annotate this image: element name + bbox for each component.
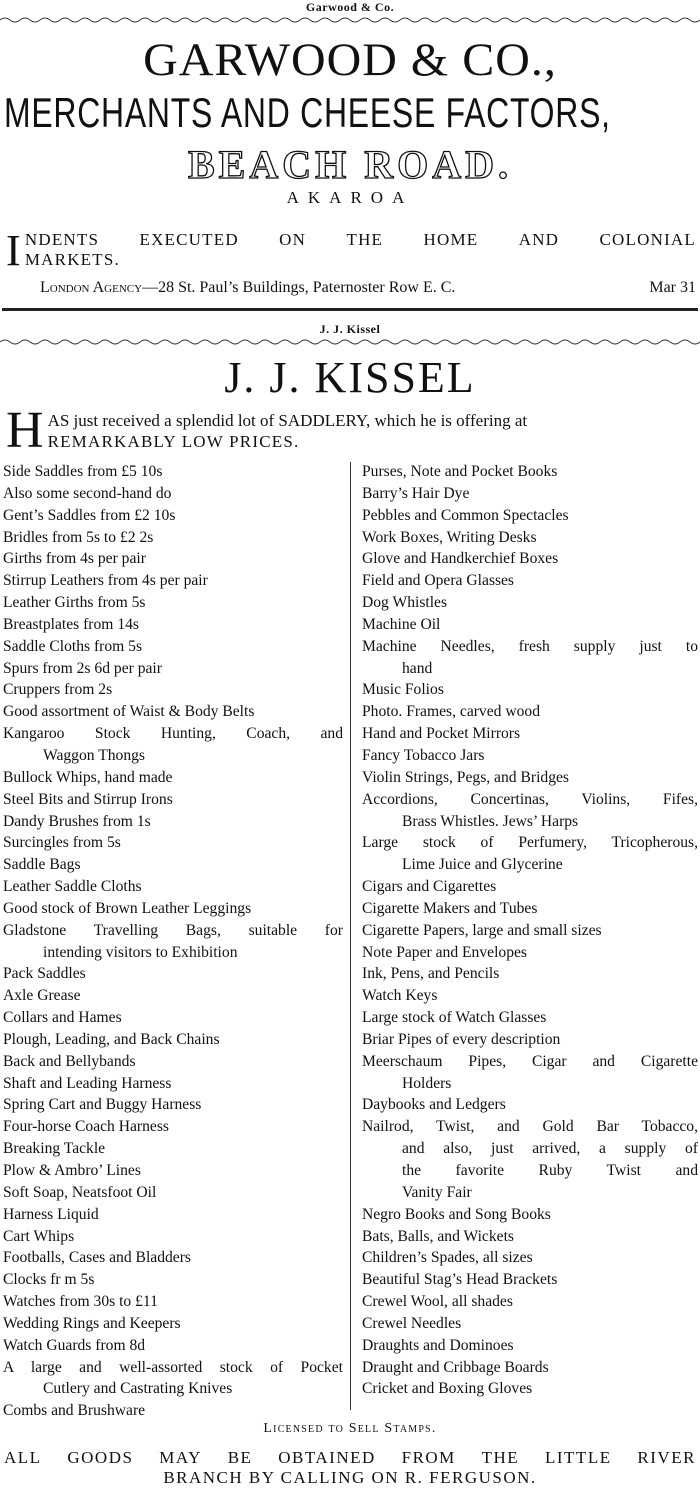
list-item bbox=[3, 1247, 343, 1269]
list-item-text: Axle Grease bbox=[3, 987, 81, 1005]
list-item bbox=[3, 1051, 343, 1073]
list-item bbox=[3, 679, 343, 701]
list-item-text: Music Folios bbox=[362, 681, 444, 699]
list-item-continuation: Lime Juice and Glycerine bbox=[402, 856, 563, 874]
list-item-text: Photo. Frames, carved wood bbox=[362, 703, 540, 721]
list-item bbox=[3, 832, 343, 854]
list-item-text: Note Paper and Envelopes bbox=[362, 943, 527, 961]
list-item-text: A large and well-assorted stock of Pocket bbox=[3, 1358, 343, 1376]
list-item-text: Work Boxes, Writing Desks bbox=[362, 528, 537, 546]
list-item bbox=[3, 548, 343, 570]
list-item bbox=[3, 1029, 343, 1051]
list-item bbox=[362, 920, 698, 942]
list-item bbox=[362, 548, 698, 570]
list-item bbox=[362, 1007, 698, 1029]
list-item bbox=[3, 1116, 343, 1138]
list-item-text: Leather Saddle Cloths bbox=[3, 878, 142, 896]
list-item bbox=[3, 1335, 343, 1357]
list-item-continuation: Vanity Fair bbox=[402, 1183, 472, 1201]
list-item-continuation: Waggon Thongs bbox=[43, 746, 145, 764]
list-item-text: Cigars and Cigarettes bbox=[362, 878, 497, 896]
list-item bbox=[362, 1247, 698, 1269]
list-item bbox=[3, 1400, 343, 1422]
list-item bbox=[3, 898, 343, 920]
list-item bbox=[362, 767, 698, 789]
list-item-text: Field and Opera Glasses bbox=[362, 572, 515, 590]
london-agency-line bbox=[40, 279, 696, 297]
list-item bbox=[3, 527, 343, 549]
kissel-title: J. J. KISSEL bbox=[224, 353, 476, 402]
indents-word: THE bbox=[346, 230, 384, 249]
list-item bbox=[362, 942, 698, 964]
list-item-text: Gent’s Saddles from £2 10s bbox=[3, 506, 176, 524]
intro-line-1: AS just received a splendid lot of SADDLERY, which he is offering at bbox=[47, 411, 528, 430]
list-item-text: Gladstone Travelling Bags, suitable for bbox=[3, 921, 343, 939]
list-item bbox=[3, 461, 343, 483]
list-item-text: Large stock of Perfumery, Tricopherous, bbox=[362, 834, 698, 852]
list-item bbox=[362, 1051, 698, 1095]
list-item bbox=[362, 1378, 698, 1400]
list-item bbox=[362, 789, 698, 833]
list-item-text: Bats, Balls, and Wickets bbox=[362, 1227, 514, 1245]
indents-line-1 bbox=[25, 230, 696, 250]
list-item-text: Glove and Handkerchief Boxes bbox=[362, 550, 559, 568]
wavy-rule bbox=[0, 16, 700, 24]
list-item bbox=[3, 1204, 343, 1226]
list-item-text: Accordions, Concertinas, Violins, Fifes, bbox=[362, 790, 698, 808]
list-item bbox=[3, 1291, 343, 1313]
list-item-continuation: Brass Whistles. Jews’ Harps bbox=[402, 812, 579, 830]
kissel-intro bbox=[6, 402, 696, 459]
list-item-text: Crewel Needles bbox=[362, 1314, 462, 1332]
list-item-text: Side Saddles from £5 10s bbox=[3, 463, 163, 480]
list-item-text: Stirrup Leathers from 4s per pair bbox=[3, 572, 208, 590]
list-item bbox=[3, 701, 343, 723]
garwood-subtitle: MERCHANTS AND CHEESE FACTORS, bbox=[4, 89, 611, 136]
licensed-notice: Licensed to Sell Stamps. bbox=[263, 1421, 437, 1436]
list-item-text: Bridles from 5s to £2 2s bbox=[3, 528, 154, 546]
list-item-text: Fancy Tobacco Jars bbox=[362, 746, 485, 764]
list-item-text: Watch Keys bbox=[362, 987, 438, 1005]
indents-word: ON bbox=[279, 230, 307, 249]
list-item bbox=[362, 723, 698, 745]
section-tag-kissel: J. J. Kissel bbox=[319, 322, 381, 336]
indents-word: HOME bbox=[423, 230, 479, 249]
list-item-text: Saddle Bags bbox=[3, 856, 81, 874]
list-item bbox=[3, 505, 343, 527]
footer-word: RIVER bbox=[637, 1448, 696, 1467]
list-item-text: Pack Saddles bbox=[3, 965, 86, 983]
list-item bbox=[3, 1160, 343, 1182]
drop-cap: H bbox=[6, 402, 44, 459]
list-item-text: Dog Whistles bbox=[362, 594, 448, 612]
list-item-text: Surcingles from 5s bbox=[3, 834, 121, 852]
list-item bbox=[362, 592, 698, 614]
list-item-text: Soft Soap, Neatsfoot Oil bbox=[3, 1183, 157, 1201]
list-item bbox=[362, 505, 698, 527]
indents-word: AND bbox=[518, 230, 560, 249]
list-item-text: Collars and Hames bbox=[3, 1009, 122, 1027]
footer-word: LITTLE bbox=[545, 1448, 612, 1467]
list-item-text: Plow & Ambro’ Lines bbox=[3, 1162, 141, 1179]
list-item bbox=[3, 1269, 343, 1291]
list-item bbox=[3, 854, 343, 876]
footer-word: THE bbox=[481, 1448, 520, 1467]
list-item-text: Barry’s Hair Dye bbox=[362, 484, 470, 502]
list-item bbox=[362, 1029, 698, 1051]
list-item bbox=[362, 985, 698, 1007]
list-item-text: Cart Whips bbox=[3, 1227, 75, 1245]
list-item-text: Wedding Rings and Keepers bbox=[3, 1314, 181, 1332]
list-item bbox=[3, 614, 343, 636]
list-item-text: Dandy Brushes from 1s bbox=[3, 812, 151, 830]
list-item-text: Bullock Whips, hand made bbox=[3, 768, 173, 786]
list-item bbox=[3, 1226, 343, 1248]
list-item bbox=[3, 723, 343, 767]
list-item-text: Crewel Wool, all shades bbox=[362, 1293, 513, 1311]
branch-notice bbox=[4, 1448, 696, 1488]
list-item-text: Briar Pipes of every description bbox=[362, 1030, 561, 1048]
list-item bbox=[362, 1357, 698, 1379]
list-item bbox=[3, 658, 343, 680]
list-item-text: Machine Needles, fresh supply just to bbox=[362, 637, 698, 655]
list-item bbox=[362, 876, 698, 898]
list-item bbox=[362, 1204, 698, 1226]
list-item bbox=[362, 679, 698, 701]
footer-word: OBTAINED bbox=[278, 1448, 376, 1467]
list-item-text: Steel Bits and Stirrup Irons bbox=[3, 790, 173, 808]
list-item-text: Cricket and Boxing Gloves bbox=[362, 1380, 533, 1398]
list-item bbox=[362, 483, 698, 505]
list-item bbox=[3, 1094, 343, 1116]
list-item-text: Beautiful Stag’s Head Brackets bbox=[362, 1271, 558, 1289]
indents-word: COLONIAL bbox=[599, 230, 696, 249]
list-item bbox=[362, 1269, 698, 1291]
list-item bbox=[362, 461, 698, 483]
list-item-continuation: and also, just arrived, a supply of bbox=[402, 1140, 698, 1158]
list-item-continuation: the favorite Ruby Twist and bbox=[402, 1162, 698, 1179]
list-item bbox=[3, 1313, 343, 1335]
list-item-text: Negro Books and Song Books bbox=[362, 1205, 551, 1223]
list-item-text: Nailrod, Twist, and Gold Bar Tobacco, bbox=[362, 1118, 698, 1136]
list-item bbox=[362, 963, 698, 985]
list-item bbox=[3, 592, 343, 614]
list-item-text: Cigarette Makers and Tubes bbox=[362, 899, 538, 917]
list-item-text: Clocks fr m 5s bbox=[3, 1271, 95, 1289]
agency-date: Mar 31 bbox=[649, 279, 696, 296]
list-item-text: Saddle Cloths from 5s bbox=[3, 637, 143, 655]
list-item bbox=[3, 570, 343, 592]
list-item-text: Machine Oil bbox=[362, 615, 441, 633]
list-item-continuation: intending visitors to Exhibition bbox=[43, 943, 238, 961]
list-item bbox=[362, 1116, 698, 1203]
list-item-text: Breastplates from 14s bbox=[3, 615, 139, 633]
list-item bbox=[362, 1226, 698, 1248]
list-item bbox=[362, 614, 698, 636]
list-item-text: Children’s Spades, all sizes bbox=[362, 1249, 533, 1267]
list-item bbox=[362, 701, 698, 723]
agency-address: —28 St. Paul’s Buildings, Paternoster Row E. C. bbox=[142, 279, 456, 296]
list-item-text: Meerschaum Pipes, Cigar and Cigarette bbox=[362, 1052, 698, 1070]
list-item bbox=[362, 570, 698, 592]
section-tag-garwood: Garwood & Co. bbox=[305, 0, 395, 14]
drop-cap: I bbox=[6, 226, 22, 275]
list-item-text: Good stock of Brown Leather Leggings bbox=[3, 899, 252, 917]
list-item bbox=[3, 876, 343, 898]
garwood-title: GARWOOD & CO., bbox=[143, 34, 557, 86]
list-item bbox=[362, 1313, 698, 1335]
list-item-text: Draught and Cribbage Boards bbox=[362, 1358, 549, 1376]
list-item bbox=[3, 1182, 343, 1204]
list-item-text: Large stock of Watch Glasses bbox=[362, 1009, 547, 1027]
list-item bbox=[362, 1335, 698, 1357]
agency-label: London Agency bbox=[40, 279, 143, 296]
list-item bbox=[362, 636, 698, 680]
indents-line-2: MARKETS. bbox=[24, 250, 120, 269]
list-item bbox=[3, 483, 343, 505]
list-item-text: Cigarette Papers, large and small sizes bbox=[362, 921, 602, 939]
list-item bbox=[362, 832, 698, 876]
list-item bbox=[3, 767, 343, 789]
list-item bbox=[3, 1007, 343, 1029]
list-item bbox=[3, 1357, 343, 1401]
indents-word: EXECUTED bbox=[139, 230, 239, 249]
footer-word: FROM bbox=[401, 1448, 456, 1467]
list-item-text: Good assortment of Waist & Body Belts bbox=[3, 703, 255, 721]
list-item-text: Spring Cart and Buggy Harness bbox=[3, 1096, 202, 1114]
list-item bbox=[3, 789, 343, 811]
wavy-rule bbox=[0, 338, 700, 346]
list-item bbox=[3, 920, 343, 964]
garwood-town: AKAROA bbox=[286, 188, 414, 207]
list-item-text: Kangaroo Stock Hunting, Coach, and bbox=[3, 725, 343, 743]
section-divider bbox=[2, 308, 698, 311]
list-item-text: Also some second-hand do bbox=[3, 484, 172, 502]
list-item-text: Hand and Pocket Mirrors bbox=[362, 725, 521, 743]
list-item bbox=[3, 985, 343, 1007]
list-item-text: Violin Strings, Pegs, and Bridges bbox=[362, 768, 569, 786]
list-item bbox=[362, 527, 698, 549]
list-item-continuation: hand bbox=[402, 659, 433, 677]
intro-line-2: REMARKABLY LOW PRICES. bbox=[47, 432, 300, 451]
list-item-text: Cruppers from 2s bbox=[3, 681, 113, 699]
list-item bbox=[3, 811, 343, 833]
list-item bbox=[3, 1073, 343, 1095]
indents-word: NDENTS bbox=[24, 230, 100, 249]
list-item-text: Ink, Pens, and Pencils bbox=[362, 965, 500, 983]
list-item bbox=[362, 1291, 698, 1313]
list-item-text: Four-horse Coach Harness bbox=[3, 1118, 169, 1136]
list-item-text: Daybooks and Ledgers bbox=[362, 1096, 506, 1114]
list-item-continuation: Cutlery and Castrating Knives bbox=[43, 1380, 233, 1398]
list-item-text: Girths from 4s per pair bbox=[3, 550, 146, 568]
right-goods-list bbox=[362, 461, 698, 1400]
list-item-continuation: Holders bbox=[402, 1074, 452, 1092]
list-item-text: Plough, Leading, and Back Chains bbox=[3, 1030, 220, 1048]
footer-word: BE bbox=[227, 1448, 253, 1467]
list-item bbox=[362, 898, 698, 920]
list-item-text: Watches from 30s to £11 bbox=[3, 1293, 158, 1311]
list-item-text: Purses, Note and Pocket Books bbox=[362, 463, 558, 480]
list-item bbox=[3, 636, 343, 658]
branch-notice-line-2: BRANCH BY CALLING ON R. FERGUSON. bbox=[163, 1468, 537, 1487]
footer-word: MAY bbox=[159, 1448, 202, 1467]
list-item-text: Spurs from 2s 6d per pair bbox=[3, 659, 162, 677]
footer-word: GOODS bbox=[67, 1448, 134, 1467]
list-item bbox=[3, 963, 343, 985]
list-item-text: Harness Liquid bbox=[3, 1205, 99, 1223]
left-goods-list bbox=[3, 461, 343, 1422]
garwood-address: BEACH ROAD. bbox=[187, 142, 513, 187]
list-item-text: Watch Guards from 8d bbox=[3, 1336, 146, 1354]
indents-notice bbox=[6, 226, 696, 275]
list-item-text: Back and Bellybands bbox=[3, 1052, 136, 1070]
list-item bbox=[362, 745, 698, 767]
list-item-text: Leather Girths from 5s bbox=[3, 594, 146, 612]
list-item-text: Draughts and Dominoes bbox=[362, 1336, 514, 1354]
list-item-text: Breaking Tackle bbox=[3, 1140, 106, 1158]
list-item bbox=[362, 1094, 698, 1116]
column-divider bbox=[350, 462, 351, 1410]
list-item-text: Footballs, Cases and Bladders bbox=[3, 1249, 191, 1267]
list-item bbox=[3, 1138, 343, 1160]
footer-word: ALL bbox=[4, 1448, 42, 1467]
list-item-text: Combs and Brushware bbox=[3, 1402, 146, 1420]
branch-notice-line-1 bbox=[4, 1448, 696, 1468]
list-item-text: Pebbles and Common Spectacles bbox=[362, 506, 569, 524]
list-item-text: Shaft and Leading Harness bbox=[3, 1074, 172, 1092]
